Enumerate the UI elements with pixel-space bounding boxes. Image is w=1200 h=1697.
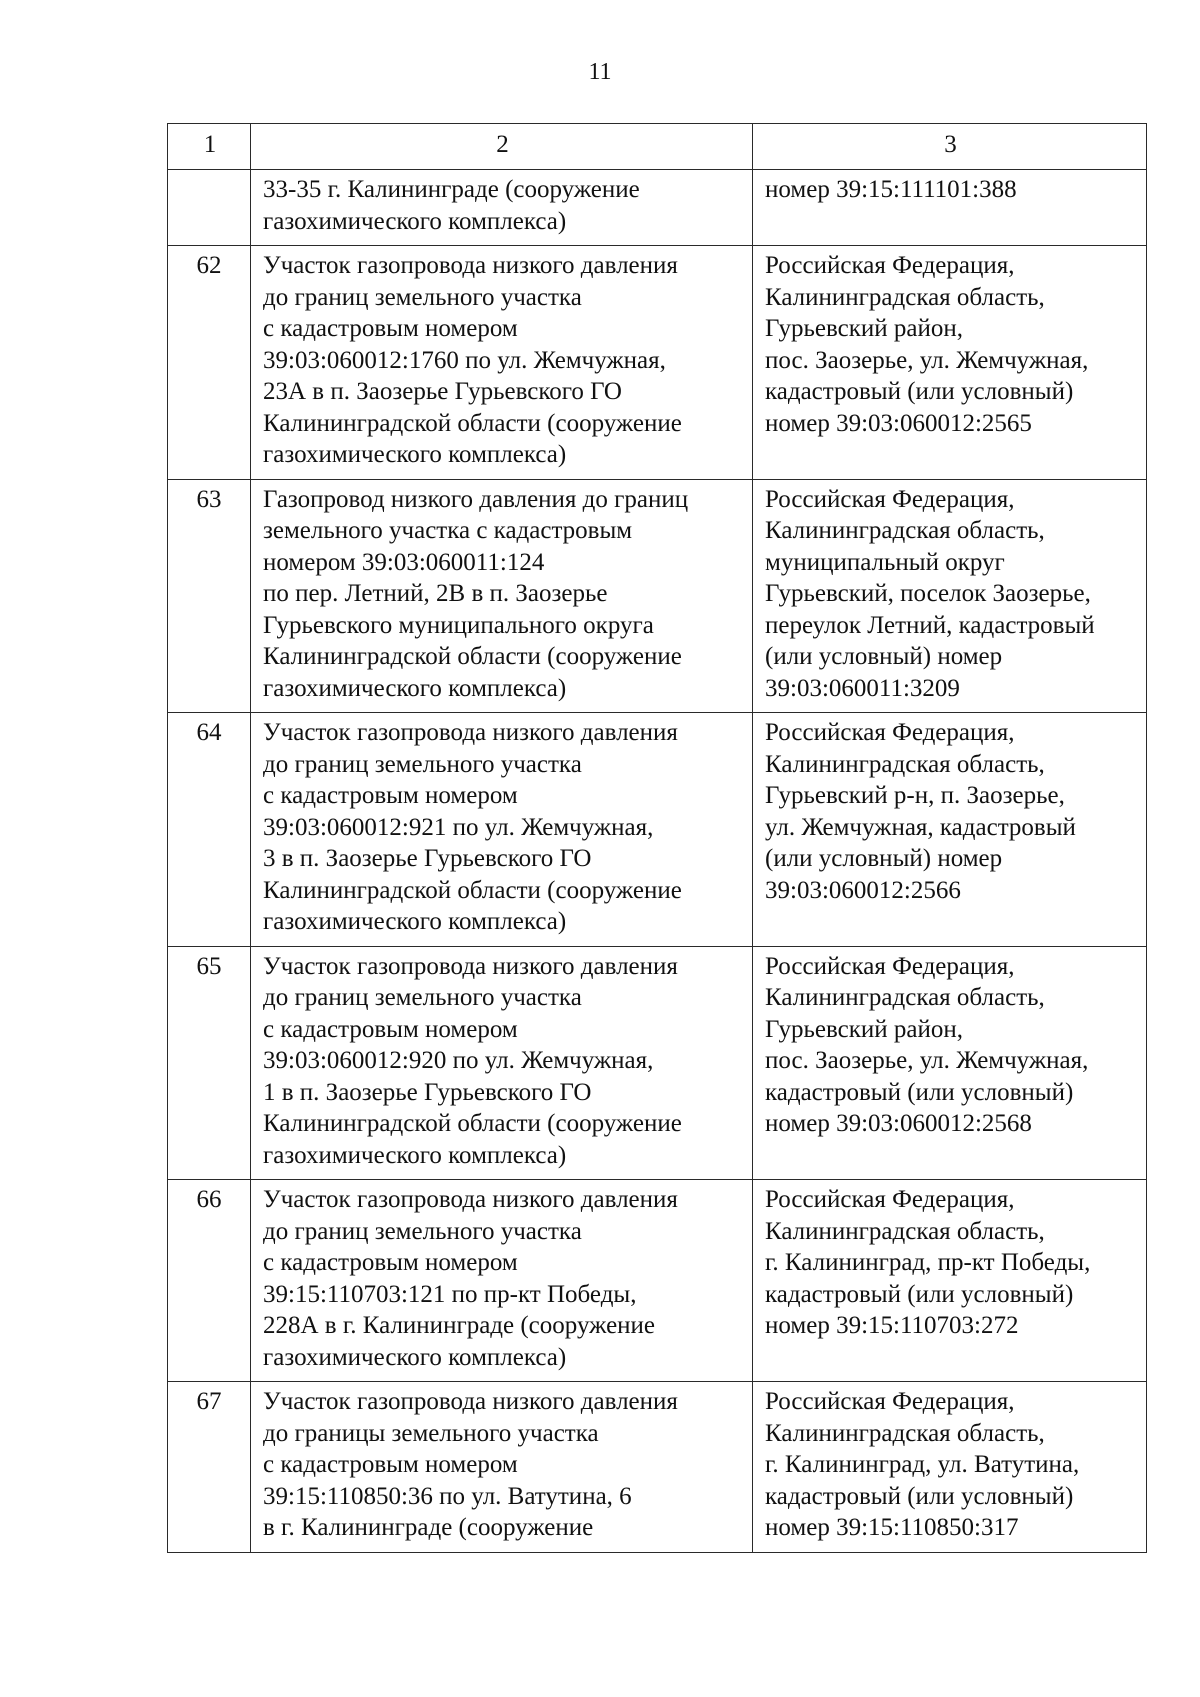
location-line: Российская Федерация, [765, 719, 1015, 746]
object-description [251, 1382, 753, 1553]
location-line: кадастровый (или условный) [765, 378, 1074, 405]
description-line: 33-35 г. Калининграде (сооружение [263, 176, 640, 203]
location-line: муниципальный округ [765, 548, 1005, 576]
location-line: Российская Федерация, [765, 952, 1015, 980]
location-line: Калининградская область, [765, 1217, 1045, 1245]
location-line: кадастровый (или условный) [765, 1482, 1074, 1510]
description-line: земельного участка с кадастровым [263, 517, 633, 544]
description-line: Гурьевского муниципального округа [263, 611, 654, 639]
location-line: Калининградская область, [765, 984, 1045, 1011]
description-line: номером 39:03:060011:124 [263, 548, 545, 576]
description-line: Калининградской области (сооружение [263, 1110, 682, 1137]
description-line: газохимического комплекса) [263, 1141, 567, 1169]
object-location [753, 946, 1147, 1180]
description-line: Участок газопровода низкого давления [263, 252, 678, 279]
location-line: Российская Федерация, [765, 252, 1015, 279]
table-row [168, 1382, 1147, 1553]
location-line: (или условный) номер [765, 643, 1003, 670]
location-line: номер 39:15:110703:272 [765, 1312, 1019, 1339]
description-line: с кадастровым номером [263, 1249, 518, 1276]
location-line: кадастровый (или условный) [765, 1078, 1074, 1106]
description-line: в г. Калининграде (сооружение [263, 1514, 594, 1541]
table-row [168, 170, 1147, 246]
description-line: до границ земельного участка [263, 1217, 582, 1245]
description-line: Калининградской области (сооружение [263, 643, 682, 670]
table-body [168, 124, 1147, 1553]
description-line: Участок газопровода низкого давления [263, 719, 678, 746]
location-line: Калининградская область, [765, 750, 1045, 778]
location-line: Российская Федерация, [765, 1186, 1015, 1213]
row-number: 62 [168, 246, 251, 480]
description-line: газохимического комплекса) [263, 674, 567, 702]
description-line: с кадастровым номером [263, 782, 518, 809]
location-line: ул. Жемчужная, кадастровый [765, 813, 1076, 841]
object-description [251, 713, 753, 947]
header-col-3: 3 [753, 124, 1147, 170]
location-line: 39:03:060011:3209 [765, 674, 960, 702]
header-col-2: 2 [251, 124, 753, 170]
description-line: Участок газопровода низкого давления [263, 1186, 678, 1213]
description-line: 1 в п. Заозерье Гурьевского ГО [263, 1078, 592, 1106]
description-line: до границ земельного участка [263, 984, 582, 1011]
object-location [753, 479, 1147, 713]
description-line: до границы земельного участка [263, 1419, 599, 1447]
object-location [753, 1180, 1147, 1382]
object-description [251, 246, 753, 480]
location-line: номер 39:03:060012:2565 [765, 409, 1032, 437]
description-line: 39:03:060012:921 по ул. Жемчужная, [263, 813, 654, 841]
location-line: кадастровый (или условный) [765, 1280, 1074, 1308]
location-line: переулок Летний, кадастровый [765, 611, 1095, 639]
row-number [168, 170, 251, 246]
location-line: г. Калининград, ул. Ватутина, [765, 1451, 1080, 1478]
object-location [753, 170, 1147, 246]
row-number: 65 [168, 946, 251, 1180]
location-line: 39:03:060012:2566 [765, 876, 961, 904]
location-line: (или условный) номер [765, 845, 1003, 872]
description-line: до границ земельного участка [263, 750, 582, 778]
location-line: г. Калининград, пр-кт Победы, [765, 1249, 1091, 1276]
location-line: Калининградская область, [765, 1419, 1045, 1447]
location-line: пос. Заозерье, ул. Жемчужная, [765, 346, 1089, 374]
description-line: 23А в п. Заозерье Гурьевского ГО [263, 378, 622, 405]
description-line: Газопровод низкого давления до границ [263, 485, 689, 513]
description-line: с кадастровым номером [263, 1451, 518, 1478]
row-number: 64 [168, 713, 251, 947]
description-line: Калининградской области (сооружение [263, 876, 682, 904]
description-line: Участок газопровода низкого давления [263, 952, 678, 980]
row-number: 67 [168, 1382, 251, 1553]
object-location [753, 713, 1147, 947]
location-line: Гурьевский, поселок Заозерье, [765, 580, 1091, 607]
table-row [168, 246, 1147, 480]
description-line: 39:15:110703:121 по пр-кт Победы, [263, 1280, 637, 1308]
header-col-1: 1 [168, 124, 251, 170]
description-line: с кадастровым номером [263, 315, 518, 342]
table-row [168, 946, 1147, 1180]
table-row [168, 479, 1147, 713]
row-number: 66 [168, 1180, 251, 1382]
description-line: до границ земельного участка [263, 283, 582, 311]
description-line: Калининградской области (сооружение [263, 409, 682, 437]
location-line: Гурьевский р-н, п. Заозерье, [765, 782, 1065, 809]
description-line: 3 в п. Заозерье Гурьевского ГО [263, 845, 592, 872]
page-number: 11 [588, 59, 612, 85]
location-line: Гурьевский район, [765, 315, 964, 342]
description-line: Участок газопровода низкого давления [263, 1388, 678, 1415]
description-line: с кадастровым номером [263, 1015, 518, 1043]
description-line: 39:03:060012:1760 по ул. Жемчужная, [263, 346, 666, 374]
objects-table [167, 123, 1147, 1553]
row-number: 63 [168, 479, 251, 713]
location-line: Российская Федерация, [765, 1388, 1015, 1415]
table-header-row [168, 124, 1147, 170]
object-description [251, 479, 753, 713]
location-line: Калининградская область, [765, 517, 1045, 544]
location-line: пос. Заозерье, ул. Жемчужная, [765, 1047, 1089, 1074]
object-location [753, 246, 1147, 480]
description-line: 39:03:060012:920 по ул. Жемчужная, [263, 1047, 654, 1074]
object-description [251, 946, 753, 1180]
description-line: газохимического комплекса) [263, 441, 567, 468]
location-line: Гурьевский район, [765, 1015, 964, 1043]
description-line: по пер. Летний, 2В в п. Заозерье [263, 580, 608, 607]
object-location [753, 1382, 1147, 1553]
location-line: номер 39:15:110850:317 [765, 1514, 1019, 1541]
description-line: 228А в г. Калининграде (сооружение [263, 1312, 656, 1339]
description-line: 39:15:110850:36 по ул. Ватутина, 6 [263, 1482, 632, 1510]
table-row [168, 1180, 1147, 1382]
description-line: газохимического комплекса) [263, 1343, 567, 1371]
description-line: газохимического комплекса) [263, 207, 567, 235]
location-line: номер 39:15:111101:388 [765, 176, 1017, 203]
object-description [251, 1180, 753, 1382]
description-line: газохимического комплекса) [263, 908, 567, 935]
location-line: Калининградская область, [765, 283, 1045, 311]
location-line: номер 39:03:060012:2568 [765, 1110, 1032, 1137]
object-description [251, 170, 753, 246]
location-line: Российская Федерация, [765, 485, 1015, 513]
table-row [168, 713, 1147, 947]
